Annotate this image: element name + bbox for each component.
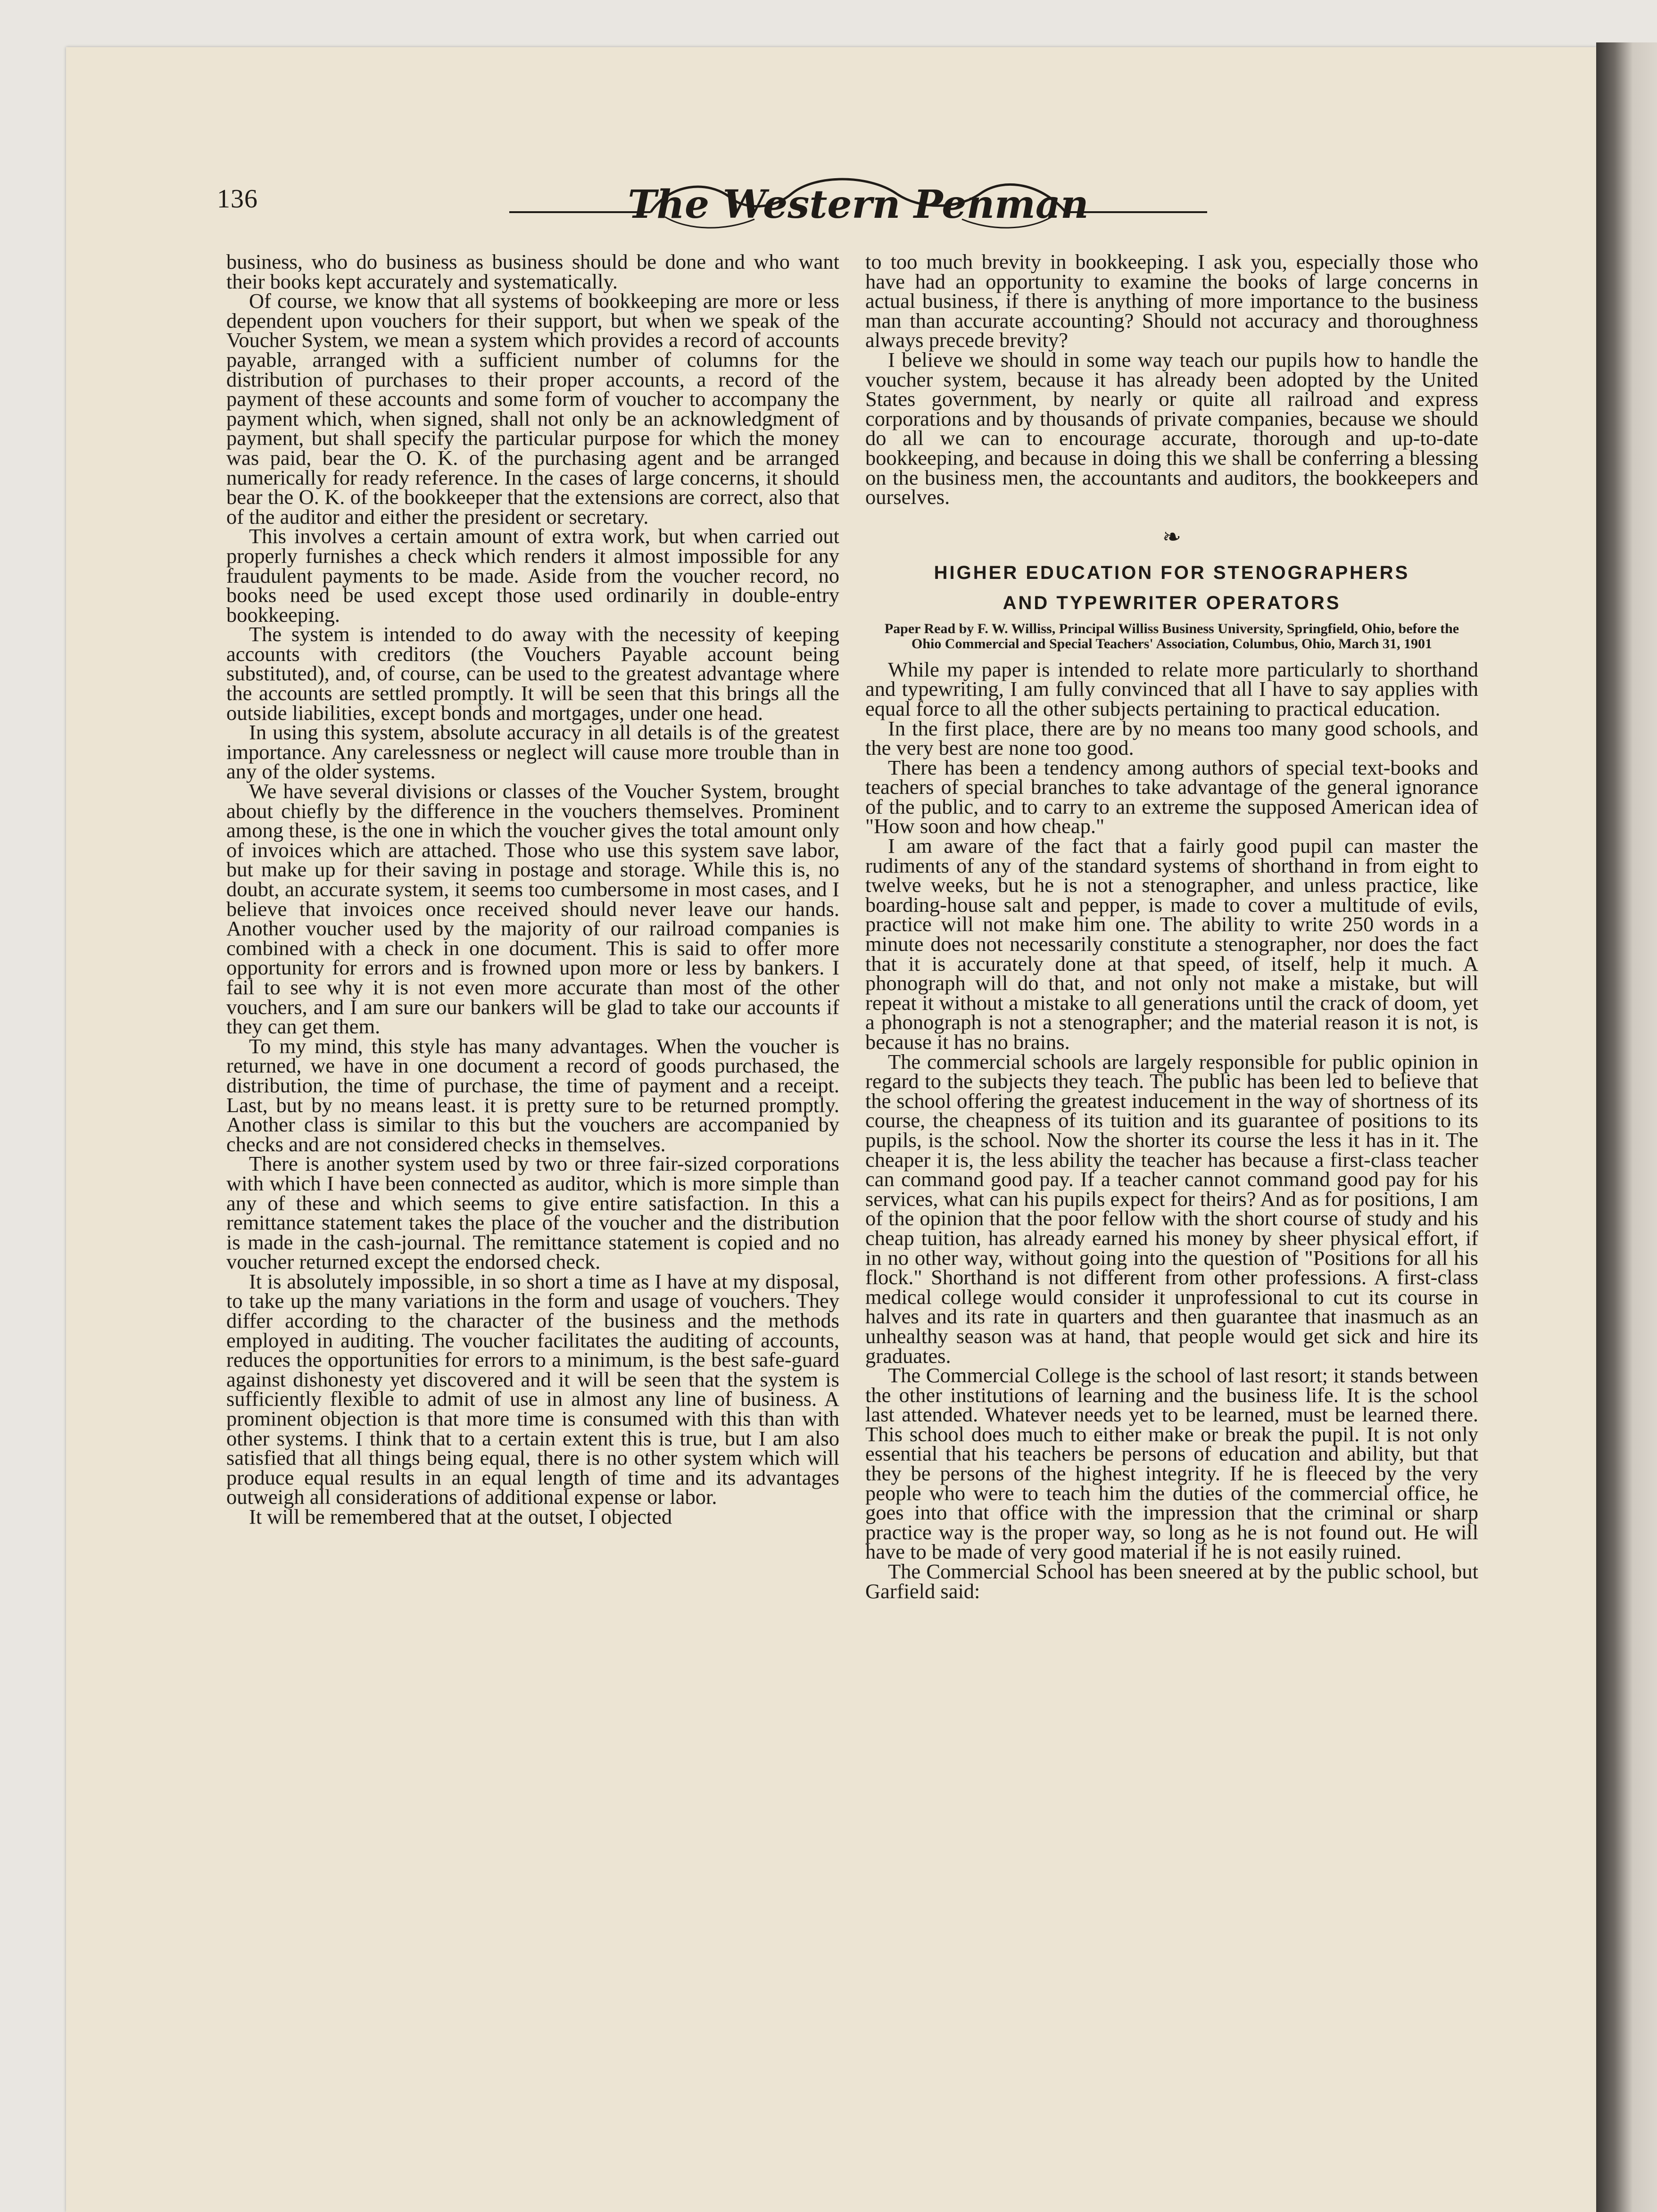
paragraph: business, who do business as business should be done and who want their books kept accurately and systematically. (226, 250, 839, 293)
paragraph: This involves a certain amount of extra work, but when carried out properly furnishes a check which renders it almost impossible for any fraudulent payments to be made. Aside from the voucher record, no books need be used except those used ordinarily in double-entry bookkeeping. (226, 524, 839, 627)
paragraph: There has been a tendency among authors of special text-books and teachers of special branches to take advantage of the general ignorance of the public, and to carry to an extreme the supposed American idea of "How soon and how cheap." (865, 755, 1478, 838)
left-column (226, 252, 839, 1527)
paragraph: I believe we should in some way teach our pupils how to handle the voucher system, because it has already been adopted by the United States government, by nearly or quite all railroad and express corporations and by thousands of private companies, because we should do all we can to encourage accurate, thorough and up-to-date bookkeeping, and because in doing this we shall be conferring a blessing on the business men, the accountants and auditors, the bookkeepers and ourselves. (865, 347, 1478, 509)
paragraph: The Commercial College is the school of last resort; it stands between the other institutions of learning and the business life. It is the school last attended. Whatever needs yet to be learned, must be learned there. This school does much to either make or break the pupil. It is not only essential that his teachers be persons of education and ability, but that they be persons of the highest integrity. If he is fleeced by the very people who were to teach him the duties of the commercial office, he goes into that office with the impression that the criminal or sharp practice way is the proper way, so long as he is not found out. He will have to be made of very good material if he is not easily ruined. (865, 1363, 1478, 1564)
paragraph: In using this system, absolute accuracy in all details is of the greatest importance. Any carelessness or neglect will cause more trouble than in any of the older systems. (226, 720, 839, 784)
book-binding-edge (1596, 42, 1657, 2212)
paragraph: The Commercial School has been sneered at by the public school, but Garfield said: (865, 1560, 1478, 1603)
paragraph: I am aware of the fact that a fairly good pupil can master the rudiments of any of the standard systems of shorthand in from eight to twelve weeks, but he is not a stenographer, and unless practice, like boarding-house salt and pepper, is made to cover a multitude of evils, practice will not make him one. The ability to write 250 words in a minute does not necessarily constitute a stenographer, nor does the fact that it is accurately done at that speed, of itself, help it much. A phonograph will do that, and not only not make a mistake, but will repeat it without a mistake to all generations until the crack of doom, yet a phonograph is not a stenographer; and the material reason it is not, is because it has no brains. (865, 834, 1478, 1054)
article-byline: Paper Read by F. W. Williss, Principal Williss Business University, Springfield, Ohio, before the Ohio Commercial and Special Teachers' Association, Columbus, Ohio, March 31, 1901 (884, 620, 1459, 652)
page-number: 136 (217, 184, 258, 214)
fleuron-ornament: ❧ (1162, 524, 1182, 550)
paragraph: Of course, we know that all systems of bookkeeping are more or less dependent upon vouchers for their support, but when we speak of the Voucher System, we mean a system which provides a record of accounts payable, arranged with a sufficient number of columns for the distribution of purchases to their proper accounts, a record of the payment of these accounts and some form of voucher to accompany the payment which, when signed, shall not only be an acknowledgment of payment, but shall specify the particular purpose for which the money was paid, bear the O. K. of the purchasing agent and be arranged numerically for ready reference. In the cases of large concerns, it should bear the O. K. of the bookkeeper that the extensions are correct, also that of the auditor and either the president or secretary. (226, 289, 839, 528)
paragraph: In the first place, there are by no means too many good schools, and the very best are none too good. (865, 716, 1478, 760)
paragraph: It is absolutely impossible, in so short a time as I have at my disposal, to take up the many variations in the form and usage of vouchers. They differ according to the character of the business and the methods employed in auditing. The voucher facilitates the auditing of accounts, reduces the opportunities for errors to a minimum, is the best safe-guard against dishonesty yet discovered and it will be seen that the system is sufficiently flexible to admit of use in almost any line of business. A prominent objection is that more time is consumed with this than with other systems. I think that to a certain extent this is true, but I am also satisfied that all things being equal, there is no other system which will produce equal results in an equal length of time and its advantages outweigh all considerations of additional expense or labor. (226, 1269, 839, 1509)
masthead-title: The Western Penman (628, 182, 1089, 227)
paragraph: to too much brevity in bookkeeping. I ask you, especially those who have had an opportunity to examine the books of large concerns in actual business, if there is anything of more importance to the business man than accurate accounting? Should not accuracy and thoroughness always precede brevity? (865, 250, 1478, 352)
paragraph: There is another system used by two or three fair-sized corporations with which I have been connected as auditor, which is more simple than any of these and which seems to give entire satisfaction. In this a remittance statement takes the place of the voucher and the distribution is made in the cash-journal. The remittance statement is copied and no voucher returned except the endorsed check. (226, 1152, 839, 1274)
paragraph: While my paper is intended to relate more particularly to shorthand and typewriting, I am fully convinced that all I have to say applies with equal force to all the other subjects pertaining to practical education. (865, 657, 1478, 720)
paragraph: To my mind, this style has many advantages. When the voucher is returned, we have in one document a record of goods purchased, the distribution, the time of purchase, the time of payment and a receipt. Last, but by no means least. it is pretty sure to be returned promptly. Another class is similar to this but the vouchers are accompanied by checks and are not considered checks in themselves. (226, 1034, 839, 1156)
right-column (865, 252, 1478, 1601)
masthead-logo (509, 165, 1207, 240)
paragraph: The commercial schools are largely responsible for public opinion in regard to the subjects they teach. The public has been led to believe that the school offering the greatest inducement in the way of shortness of its course, the cheapness of its tuition and its guarantee of positions to its pupils, is the school. Now the shorter its course the less it has in it. The cheaper it is, the less ability the teacher has because a first-class teacher can command good pay. If a teacher cannot command good pay for his services, what can his pupils expect for theirs? And as for positions, I am of the opinion that the poor fellow with the short course of study and his cheap tuition, has already earned his money by sheer physical effort, if in no other way, without going into the question of "Positions for all his flock." Shorthand is not different from other professions. A first-class medical college would consider it unprofessional to cut its course in halves and its rate in quarters and then guarantee that inasmuch as an unhealthy season was at hand, that people would get sick and hire its graduates. (865, 1049, 1478, 1368)
paragraph: It will be remembered that at the outset, I objected (249, 1505, 672, 1528)
article-headline-line-2: AND TYPEWRITER OPERATORS (1002, 592, 1341, 613)
paragraph: We have several divisions or classes of the Voucher System, brought about chiefly by the difference in the vouchers themselves. Prominent among these, is the one in which the voucher gives the total amount only of invoices which are attached. Those who use this system save labor, but make up for their saving in postage and storage. While this is, no doubt, an accurate system, it seems too cumbersome in most cases, and I believe that invoices once received should never leave our hands. Another voucher used by the majority of our railroad companies is combined with a check in one document. This is said to offer more opportunity for errors and is frowned upon more or less by bankers. I fail to see why it is not even more accurate than most of the other vouchers, and I am sure our bankers will be glad to take our accounts if they can get them. (226, 779, 839, 1039)
article-headline: HIGHER EDUCATION FOR STENOGRAPHERS (934, 562, 1410, 583)
paragraph: The system is intended to do away with the necessity of keeping accounts with creditors (the Vouchers Payable account being substituted), and, of course, can be used to the greatest advantage where the accounts are settled promptly. It will be seen that this brings all the outside liabilities, except bonds and mortgages, under one head. (226, 622, 839, 725)
